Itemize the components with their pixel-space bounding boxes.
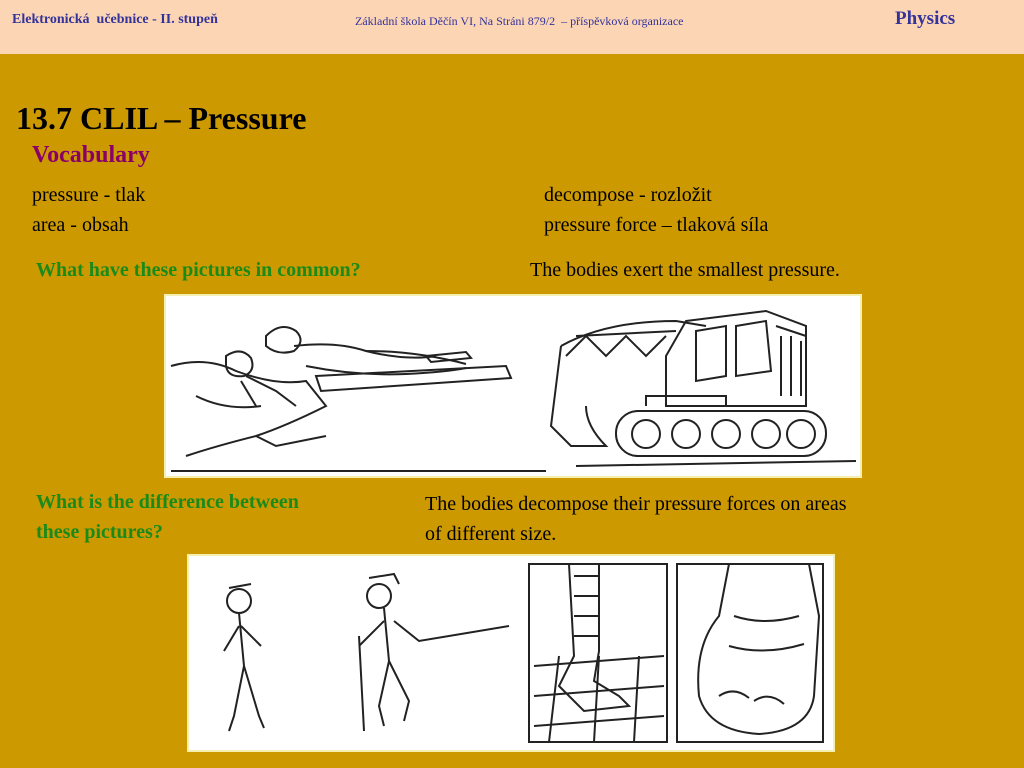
header-bar bbox=[0, 0, 1024, 54]
vocabulary-heading: Vocabulary bbox=[32, 142, 150, 168]
vocab-item: area - obsah bbox=[32, 214, 129, 236]
answer-difference bbox=[425, 489, 847, 549]
vocab-item: pressure - tlak bbox=[32, 184, 146, 206]
question-difference bbox=[36, 487, 299, 547]
header-subject: Physics bbox=[895, 8, 956, 29]
answer-line: of different size. bbox=[425, 523, 557, 545]
vocab-item: pressure force – tlaková síla bbox=[544, 214, 769, 236]
question-line: What is the difference between bbox=[36, 491, 299, 513]
answer-line: The bodies decompose their pressure forces on areas bbox=[425, 493, 847, 515]
man-and-excavator-drawing bbox=[166, 296, 860, 476]
question-line: these pictures? bbox=[36, 521, 163, 543]
vocab-item: decompose - rozložit bbox=[544, 184, 712, 206]
walker-skier-heel-elephant-drawing bbox=[189, 556, 833, 750]
header-left-text: Elektronická učebnice - II. stupeň bbox=[12, 12, 218, 27]
question-common: What have these pictures in common? bbox=[36, 259, 361, 281]
answer-common: The bodies exert the smallest pressure. bbox=[530, 259, 840, 281]
top-illustration bbox=[164, 294, 862, 478]
vocabulary-left bbox=[32, 180, 145, 240]
vocabulary-right bbox=[544, 180, 768, 240]
bottom-illustration bbox=[187, 554, 835, 752]
page-title: 13.7 CLIL – Pressure bbox=[16, 100, 307, 136]
header-school-text: Základní škola Děčín VI, Na Stráni 879/2 – příspěvková organizace bbox=[355, 14, 684, 28]
